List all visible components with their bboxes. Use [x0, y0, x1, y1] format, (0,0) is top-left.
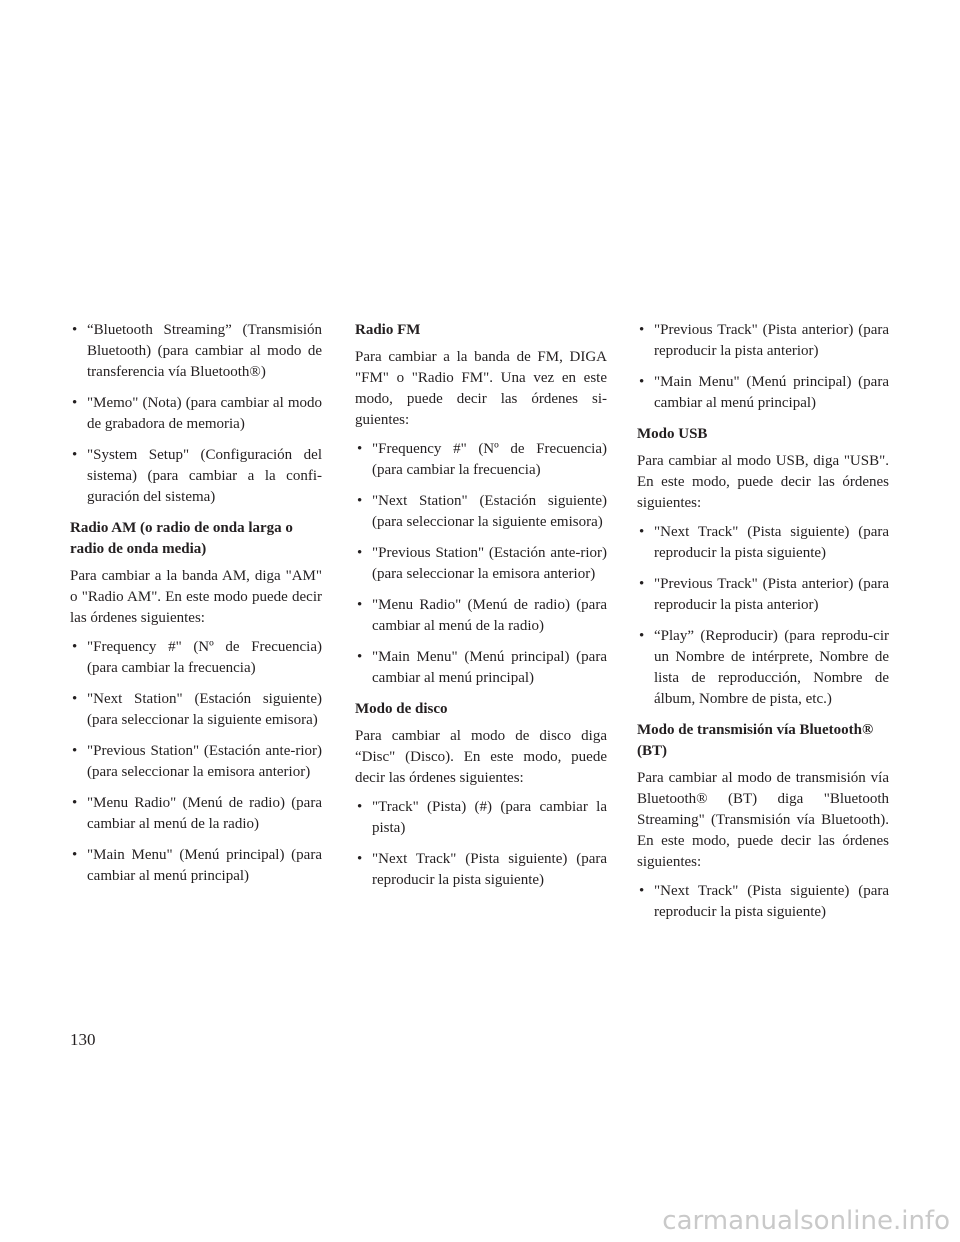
paragraph-fm: Para cambiar a la banda de FM, DIGA "FM" o "Radio FM". Una vez en este modo, puede decir las órdenes si-guientes: [355, 349, 607, 428]
list-item: • "Memo" (Nota) (para cambiar al modo de grabadora de memoria) [70, 393, 322, 435]
column-1 [70, 320, 322, 897]
section-heading-fm: Radio FM [355, 322, 421, 338]
list-item: • "System Setup" (Configuración del sistema) (para cambiar a la confi-guración del sistema) [70, 445, 322, 508]
list-item: • "Main Menu" (Menú principal) (para cambiar al menú principal) [70, 845, 322, 887]
list-item: • "Menu Radio" (Menú de radio) (para cambiar al menú de la radio) [70, 793, 322, 835]
list-item: • "Track" (Pista) (#) (para cambiar la pista) [355, 797, 607, 839]
list-item: • "Menu Radio" (Menú de radio) (para cambiar al menú de la radio) [355, 595, 607, 637]
list-item: • "Next Track" (Pista siguiente) (para reproducir la pista siguiente) [355, 849, 607, 891]
list-item: • "Next Track" (Pista siguiente) (para reproducir la pista siguiente) [637, 522, 889, 564]
list-item: • "Next Station" (Estación siguiente) (para seleccionar la siguiente emisora) [355, 491, 607, 533]
section-heading-disc: Modo de disco [355, 701, 448, 717]
section-heading-bluetooth: Modo de transmisión vía Bluetooth® (BT) [637, 722, 874, 759]
list-item: • "Previous Track" (Pista anterior) (para reproducir la pista anterior) [637, 320, 889, 362]
list-item: • "Next Track" (Pista siguiente) (para reproducir la pista siguiente) [637, 881, 889, 923]
list-item: • "Previous Station" (Estación ante-rior) (para seleccionar la emisora anterior) [70, 741, 322, 783]
paragraph-bluetooth: Para cambiar al modo de transmisión vía Bluetooth® (BT) diga "Bluetooth Streaming" (Transmisión vía Bluetooth). En este modo, puede decir las órdenes siguientes: [637, 770, 889, 870]
list-item: • "Frequency #" (Nº de Frecuencia) (para cambiar la frecuencia) [70, 637, 322, 679]
list-item: • "Main Menu" (Menú principal) (para cambiar al menú principal) [637, 372, 889, 414]
column-2 [355, 320, 607, 901]
list-item: • "Frequency #" (Nº de Frecuencia) (para cambiar la frecuencia) [355, 439, 607, 481]
column-3 [637, 320, 889, 933]
list-item: • “Bluetooth Streaming” (Transmisión Bluetooth) (para cambiar al modo de transferencia vía Bluetooth®) [70, 320, 322, 383]
section-heading-am: Radio AM (o radio de onda larga o radio de onda media) [70, 520, 293, 557]
list-item: • "Previous Station" (Estación ante-rior) (para seleccionar la emisora anterior) [355, 543, 607, 585]
section-heading-usb: Modo USB [637, 426, 708, 442]
list-item: • "Previous Track" (Pista anterior) (para reproducir la pista anterior) [637, 574, 889, 616]
list-item: • “Play” (Reproducir) (para reprodu-cir un Nombre de intérprete, Nombre de lista de reproducción, Nombre de álbum, Nombre de pista, etc.) [637, 626, 889, 710]
paragraph-am: Para cambiar a la banda AM, diga "AM" o "Radio AM". En este modo puede decir las órdenes siguientes: [70, 568, 322, 626]
paragraph-usb: Para cambiar al modo USB, diga "USB". En este modo, puede decir las órdenes siguientes: [637, 453, 889, 511]
list-item: • "Main Menu" (Menú principal) (para cambiar al menú principal) [355, 647, 607, 689]
paragraph-disc: Para cambiar al modo de disco diga “Disc" (Disco). En este modo, puede decir las órdenes siguientes: [355, 728, 607, 786]
page-number: 130 [70, 1030, 96, 1049]
watermark: carmanualsonline.info [662, 1206, 950, 1236]
list-item: • "Next Station" (Estación siguiente) (para seleccionar la siguiente emisora) [70, 689, 322, 731]
